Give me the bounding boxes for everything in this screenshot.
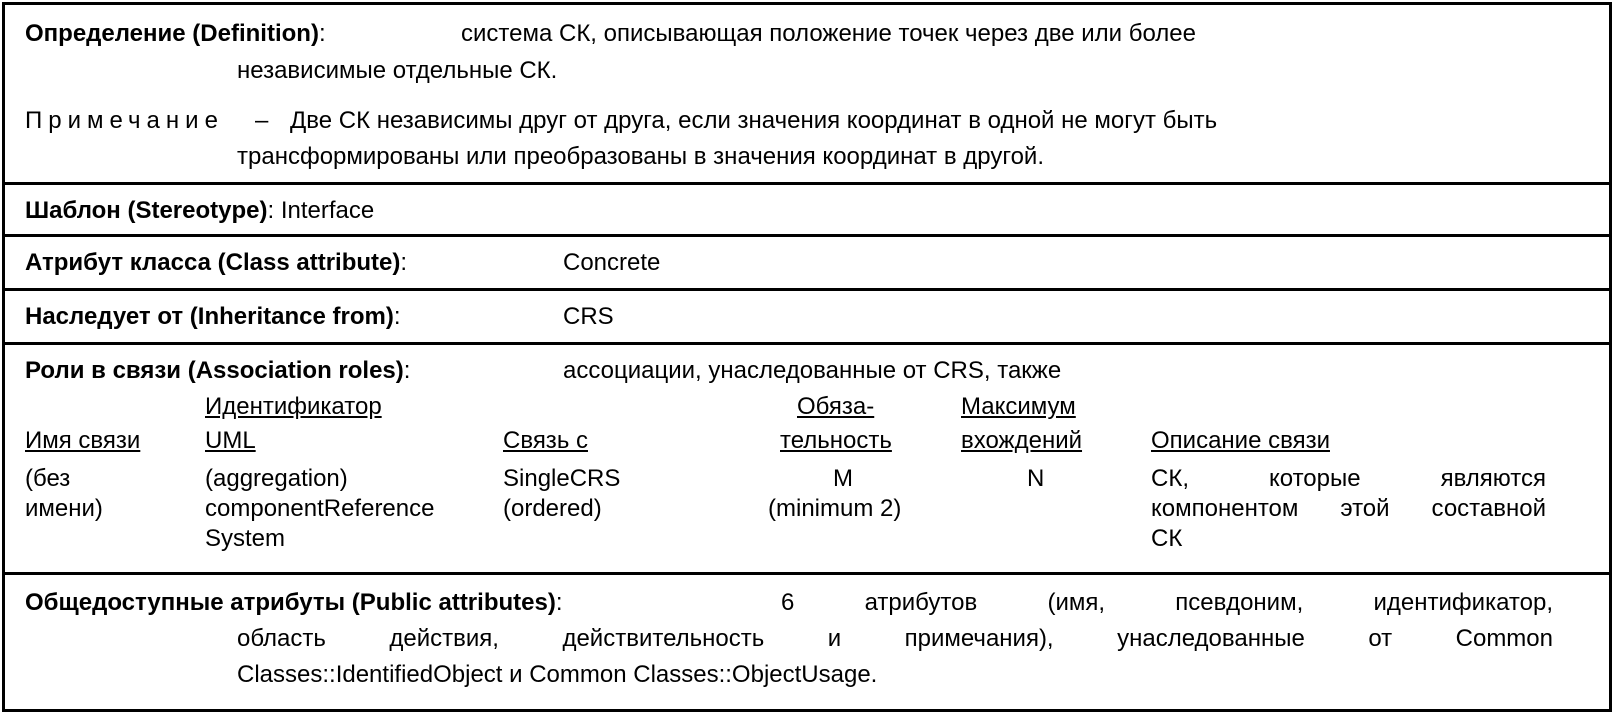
definition-label: Определение (Definition) xyxy=(25,20,319,47)
header-link: Связь с xyxy=(503,427,588,454)
header-max-line2: вхождений xyxy=(961,427,1083,454)
row-uml-line1: (aggregation) xyxy=(205,465,348,492)
public-attributes-line3: Classes::IdentifiedObject и Common Classes::ObjectUsage. xyxy=(237,661,878,688)
row-oblig-line2: (minimum 2) xyxy=(768,495,902,522)
row-desc-line3: СК xyxy=(1151,525,1183,552)
stereotype-colon: : xyxy=(267,197,275,224)
header-desc: Описание связи xyxy=(1151,427,1330,454)
note-line2: трансформированы или преобразованы в значения координат в другой. xyxy=(237,143,1044,170)
class-attribute-row xyxy=(5,237,1609,291)
row-uml-line3: System xyxy=(205,525,286,552)
definition-text-line1: система СК, описывающая положение точек через две или более xyxy=(461,20,1196,47)
note-line1: Две СК независимы друг от друга, если значения координат в одной не могут быть xyxy=(290,107,1218,134)
header-uml-line1: Идентификатор xyxy=(205,393,382,420)
row-link-line2: (ordered) xyxy=(503,495,602,522)
row-desc-line1: СК, которые являются xyxy=(1151,465,1546,492)
note-dash: – xyxy=(255,107,269,134)
row-uml-line2: componentReference xyxy=(205,495,435,522)
association-roles-colon: : xyxy=(403,357,411,384)
definition-colon: : xyxy=(318,20,326,47)
header-uml-line2: UML xyxy=(205,427,256,454)
stereotype-label: Шаблон (Stereotype) xyxy=(25,197,268,224)
public-attributes-row xyxy=(5,575,1609,709)
stereotype-value: Interface xyxy=(280,197,375,224)
public-attributes-colon: : xyxy=(555,589,563,616)
definition-row xyxy=(5,5,1609,185)
note-label: Примечание xyxy=(25,107,224,134)
row-desc-line2: компонентом этой составной xyxy=(1151,495,1546,522)
class-attribute-label: Атрибут класса (Class attribute) xyxy=(25,249,401,276)
public-attributes-line2: область действия, действительность и примечания), унаследованные от Common xyxy=(237,625,1553,652)
row-name-line1: (без xyxy=(25,465,71,492)
class-attribute-value: Concrete xyxy=(563,249,661,276)
header-oblig-line1: Обяза- xyxy=(797,393,875,420)
document-table xyxy=(2,2,1612,712)
row-oblig-line1: M xyxy=(833,465,853,492)
inheritance-colon: : xyxy=(393,303,401,330)
definition-label-group xyxy=(25,18,326,50)
inheritance-label: Наследует от (Inheritance from) xyxy=(25,303,394,330)
row-max: N xyxy=(1027,465,1045,492)
inheritance-row xyxy=(5,291,1609,345)
header-name: Имя связи xyxy=(25,427,141,454)
class-attribute-colon: : xyxy=(400,249,408,276)
association-roles-label: Роли в связи (Association roles) xyxy=(25,357,404,384)
inheritance-value: CRS xyxy=(563,303,614,330)
header-max-line1: Максимум xyxy=(961,393,1076,420)
public-attributes-label: Общедоступные атрибуты (Public attributes) xyxy=(25,589,556,616)
row-link-line1: SingleCRS xyxy=(503,465,621,492)
association-roles-row xyxy=(5,345,1609,575)
stereotype-row xyxy=(5,185,1609,237)
association-roles-value: ассоциации, унаследованные от CRS, также xyxy=(563,357,1062,384)
row-name-line2: имени) xyxy=(25,495,103,522)
definition-text-line2: независимые отдельные СК. xyxy=(237,57,558,84)
public-attributes-line1: 6 атрибутов (имя, псевдоним, идентификатор, xyxy=(781,589,1553,616)
header-oblig-line2: тельность xyxy=(780,427,892,454)
